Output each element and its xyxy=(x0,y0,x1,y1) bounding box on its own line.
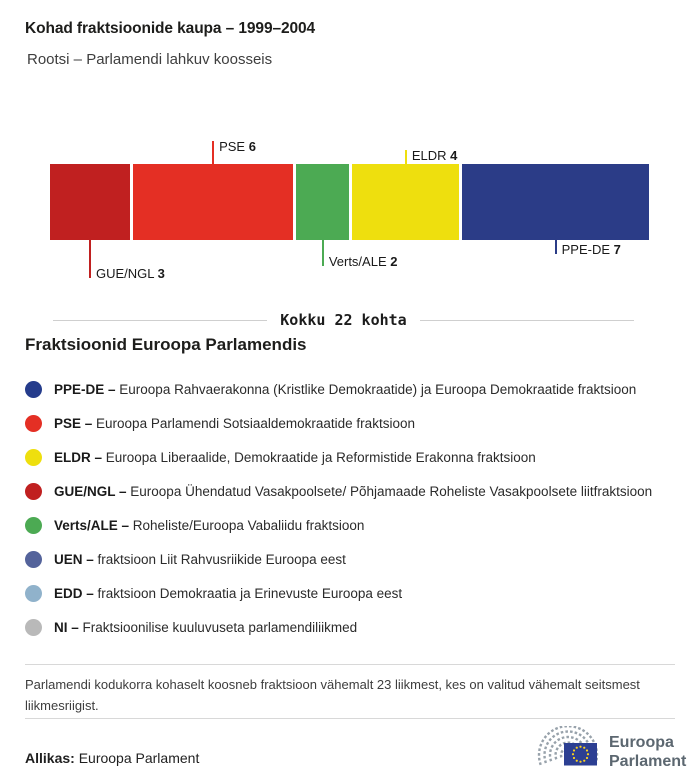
logo-line2: Parlament xyxy=(609,753,687,770)
callout-label-PPE-DE: PPE-DE 7 xyxy=(561,242,621,257)
legend-item-GUE/NGL xyxy=(25,474,680,508)
legend-item-EDD xyxy=(25,576,680,610)
legend-item-NI xyxy=(25,610,680,644)
hemicycle-flag-icon xyxy=(528,726,600,778)
legend-item-Verts/ALE xyxy=(25,508,680,542)
legend-dot-NI xyxy=(25,619,42,636)
callout-tick-ELDR xyxy=(405,150,407,164)
footnote: Parlamendi kodukorra kohaselt koosneb fraktsioon vähemalt 23 liikmest, kes on valitud vähemalt seitsmest liikmesriigist. xyxy=(25,677,640,713)
legend-label: EDD – fraktsioon Demokraatia ja Erinevuste Euroopa eest xyxy=(54,585,403,601)
legend-label: ELDR – Euroopa Liberaalide, Demokraatide ja Reformistide Erakonna fraktsioon xyxy=(54,449,536,465)
callout-label-GUE/NGL: GUE/NGL 3 xyxy=(96,266,165,281)
callout-tick-GUE/NGL xyxy=(89,240,91,278)
source-label: Allikas: xyxy=(25,750,75,766)
logo-line1: Euroopa xyxy=(609,734,674,751)
legend-dot-PPE-DE xyxy=(25,381,42,398)
legend-label: NI – Fraktsioonilise kuuluvuseta parlamendiliikmed xyxy=(54,619,358,635)
bar-segment-Verts/ALE[interactable] xyxy=(296,164,349,240)
legend-item-ELDR xyxy=(25,440,680,474)
legend-label: GUE/NGL – Euroopa Ühendatud Vasakpoolsete/ Põhjamaade Roheliste Vasakpoolsete liitfraktsioon xyxy=(54,483,653,499)
page-title: Kohad fraktsioonide kaupa – 1999–2004 xyxy=(25,20,316,37)
callout-label-Verts/ALE: Verts/ALE 2 xyxy=(328,254,398,269)
legend xyxy=(25,372,680,644)
legend-item-PPE-DE xyxy=(25,372,680,406)
european-parliament-logo xyxy=(528,726,686,778)
legend-label: PPE-DE – Euroopa Rahvaerakonna (Kristlike Demokraatide) ja Euroopa Demokraatide fraktsioon xyxy=(54,381,637,397)
divider-line-left xyxy=(53,320,267,321)
legend-dot-Verts/ALE xyxy=(25,517,42,534)
callout-tick-PSE xyxy=(212,141,214,164)
page-subtitle: Rootsi – Parlamendi lahkuv koosseis xyxy=(27,51,273,68)
footnote-divider-bottom xyxy=(25,718,675,719)
legend-heading: Fraktsioonid Euroopa Parlamendis xyxy=(25,335,307,354)
callout-label-PSE: PSE 6 xyxy=(219,139,256,154)
legend-label: Verts/ALE – Roheliste/Euroopa Vabaliidu fraktsioon xyxy=(54,517,365,533)
legend-label: UEN – fraktsioon Liit Rahvusriikide Euroopa eest xyxy=(54,551,346,567)
bar-segment-GUE/NGL[interactable] xyxy=(50,164,130,240)
callout-tick-PPE-DE xyxy=(555,240,557,254)
legend-item-UEN xyxy=(25,542,680,576)
seat-bar xyxy=(50,164,649,240)
total-seats-label: Kokku 22 kohta xyxy=(280,311,407,329)
total-divider xyxy=(53,311,634,329)
source-value: Euroopa Parlament xyxy=(78,750,200,766)
legend-dot-PSE xyxy=(25,415,42,432)
legend-dot-EDD xyxy=(25,585,42,602)
legend-dot-ELDR xyxy=(25,449,42,466)
callout-label-ELDR: ELDR 4 xyxy=(411,148,458,163)
logo-wordmark xyxy=(609,733,686,771)
footnote-divider-top xyxy=(25,664,675,665)
seat-chart xyxy=(50,139,649,281)
legend-dot-UEN xyxy=(25,551,42,568)
source-line xyxy=(25,750,199,766)
legend-label: PSE – Euroopa Parlamendi Sotsiaaldemokraatide fraktsioon xyxy=(54,415,415,431)
bar-segment-PSE[interactable] xyxy=(133,164,293,240)
legend-item-PSE xyxy=(25,406,680,440)
divider-line-right xyxy=(420,320,634,321)
bar-segment-ELDR[interactable] xyxy=(352,164,459,240)
callout-tick-Verts/ALE xyxy=(322,240,324,266)
legend-dot-GUE/NGL xyxy=(25,483,42,500)
bar-segment-PPE-DE[interactable] xyxy=(462,164,649,240)
